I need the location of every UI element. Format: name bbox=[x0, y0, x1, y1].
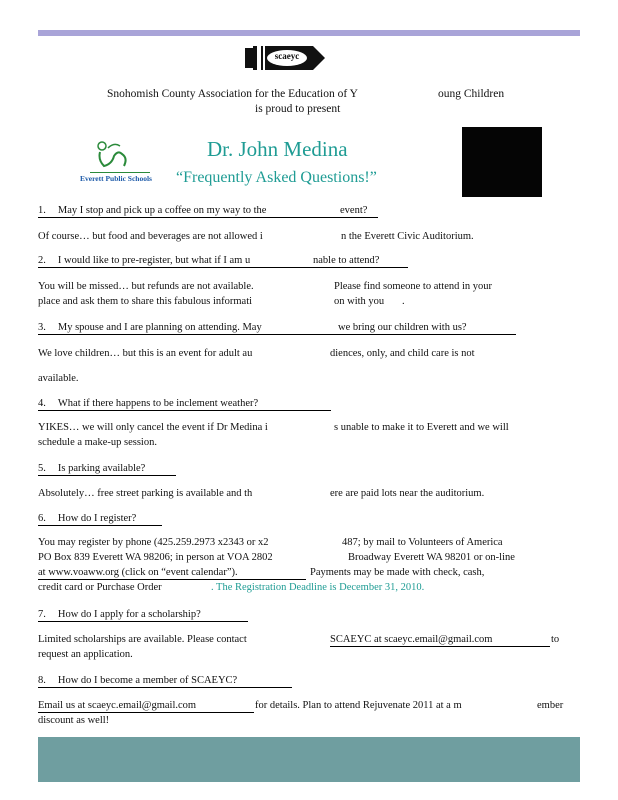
faq-answer-6-line4a: credit card or Purchase Order bbox=[38, 582, 162, 593]
association-name-part2: oung Children bbox=[438, 88, 505, 100]
faq-answer-2-line1b: Please find someone to attend in your bbox=[334, 281, 493, 292]
faq-answer-1-line1a: Of course… but food and beverages are not allowed i bbox=[38, 231, 263, 242]
faq-question-6: 6. How do I register? bbox=[38, 513, 162, 526]
faq-answer-4-line2: schedule a make-up session. bbox=[38, 437, 157, 448]
faq-answer-8-line1c: ember bbox=[537, 700, 564, 711]
faq-answer-8-line1b: for details. Plan to attend Rejuvenate 2011 at a m bbox=[255, 700, 462, 711]
faq-answer-7-line1a: Limited scholarships are available. Please contact bbox=[38, 634, 247, 645]
faq-question-3-end: we bring our children with us? bbox=[338, 322, 467, 333]
faq-question-8: 8. How do I become a member of SCAEYC? bbox=[38, 675, 292, 688]
faq-question-3: 3. My spouse and I are planning on attending. May bbox=[38, 322, 516, 335]
faq-answer-3-line1a: We love children… but this is an event for adult au bbox=[38, 348, 253, 359]
faq-answer-7-line1c: to bbox=[551, 634, 560, 645]
association-name-part1: Snohomish County Association for the Education of Y bbox=[107, 88, 358, 100]
school-logo-text: Everett Public Schools bbox=[80, 174, 152, 183]
top-accent-bar bbox=[38, 30, 580, 36]
logo-text: scaeyc bbox=[274, 51, 300, 61]
proud-to-present: is proud to present bbox=[255, 103, 341, 115]
registration-deadline: . The Registration Deadline is December 31, 2010. bbox=[211, 582, 425, 593]
faq-answer-5-line1a: Absolutely… free street parking is available and th bbox=[38, 488, 253, 499]
scholarship-contact-email[interactable]: SCAEYC at scaeyc.email@gmail.com bbox=[330, 634, 550, 647]
faq-answer-2-line2a: place and ask them to share this fabulous informati bbox=[38, 296, 253, 307]
faq-answer-2-line2b: on with you bbox=[334, 296, 385, 307]
faq-answer-4-line1a: YIKES… we will only cancel the event if Dr Medina i bbox=[38, 422, 268, 433]
faq-answer-7-line2: request an application. bbox=[38, 649, 133, 660]
faq-question-1: 1. May I stop and pick up a coffee on my way to the bbox=[38, 205, 378, 218]
bottom-accent-bar bbox=[38, 737, 580, 782]
faq-title: “Frequently Asked Questions!” bbox=[176, 169, 377, 186]
faq-answer-6-line1a: You may register by phone (425.259.2973 x2343 or x2 bbox=[38, 537, 269, 548]
faq-question-5: 5. Is parking available? bbox=[38, 463, 176, 476]
faq-answer-6-line2a: PO Box 839 Everett WA 98206; in person at VOA 2802 bbox=[38, 552, 273, 563]
faq-answer-3-line1b: diences, only, and child care is not bbox=[330, 348, 475, 359]
faq-answer-6-line1b: 487; by mail to Volunteers of America bbox=[342, 537, 503, 548]
faq-question-2-end: nable to attend? bbox=[313, 255, 380, 266]
faq-answer-1-line1b: n the Everett Civic Auditorium. bbox=[341, 231, 474, 242]
faq-answer-6-line3a[interactable]: at www.voaww.org (click on “event calendar”). bbox=[38, 567, 306, 580]
faq-answer-3-line2: available. bbox=[38, 373, 79, 384]
faq-answer-5-line1b: ere are paid lots near the auditorium. bbox=[330, 488, 485, 499]
faq-answer-2-line1a: You will be missed… but refunds are not available. bbox=[38, 281, 254, 292]
faq-answer-6-line3b: Payments may be made with check, cash, bbox=[310, 567, 485, 578]
faq-question-4: 4. What if there happens to be inclement weather? bbox=[38, 398, 331, 411]
faq-answer-6-line2b: Broadway Everett WA 98201 or on-line bbox=[348, 552, 515, 563]
faq-question-2: 2. I would like to pre-register, but what if I am u bbox=[38, 255, 408, 268]
speaker-name: Dr. John Medina bbox=[207, 137, 348, 161]
faq-answer-8-line2: discount as well! bbox=[38, 715, 110, 726]
faq-answer-4-line1b: s unable to make it to Everett and we will bbox=[334, 422, 509, 433]
faq-answer-2-line2c: . bbox=[402, 296, 405, 307]
faq-question-1-end: event? bbox=[340, 205, 368, 216]
speaker-photo bbox=[462, 127, 542, 197]
faq-question-7: 7. How do I apply for a scholarship? bbox=[38, 609, 248, 622]
membership-email[interactable]: Email us at scaeyc.email@gmail.com bbox=[38, 700, 254, 713]
